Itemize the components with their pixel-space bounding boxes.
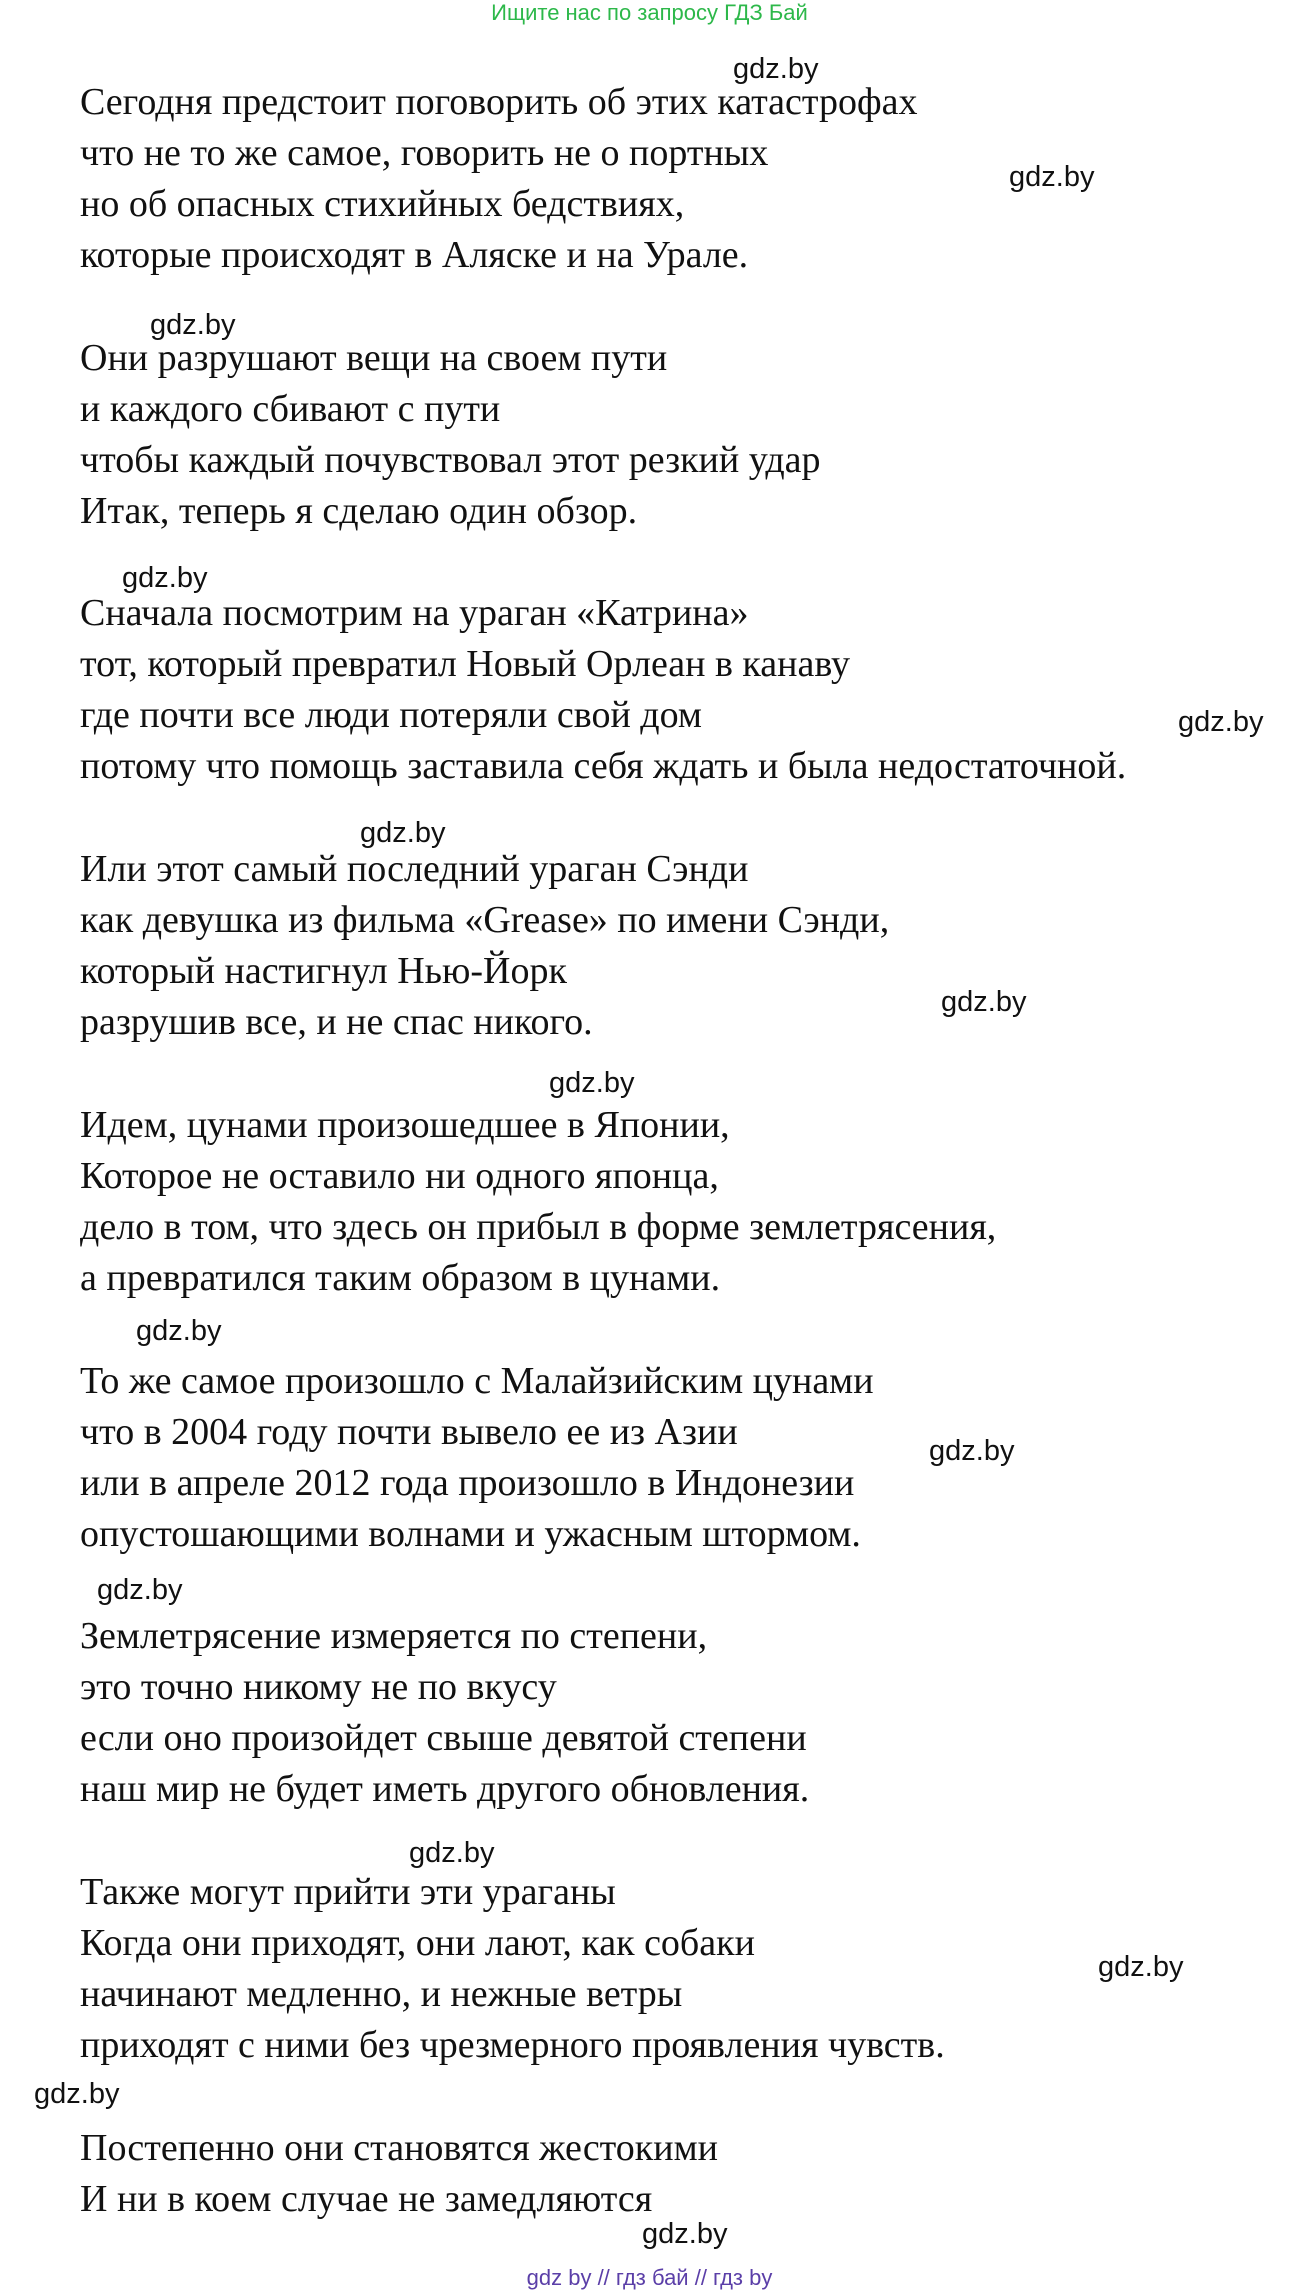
- poem-line: Которое не оставило ни одного японца,: [80, 1155, 719, 1197]
- poem-line: а превратился таким образом в цунами.: [80, 1257, 721, 1299]
- poem-line: начинают медленно, и нежные ветры: [80, 1973, 683, 2015]
- poem-line: То же самое произошло с Малайзийским цунами: [80, 1360, 874, 1402]
- poem-line: что в 2004 году почти вывело ее из Азии: [80, 1411, 738, 1453]
- watermark: gdz.by: [1009, 161, 1095, 193]
- poem-line: Землетрясение измеряется по степени,: [80, 1615, 708, 1657]
- poem-line: разрушив все, и не спас никого.: [80, 1001, 593, 1043]
- watermark: gdz.by: [122, 562, 208, 594]
- watermark: gdz.by: [136, 1315, 222, 1347]
- watermark: gdz.by: [549, 1067, 635, 1099]
- watermark: gdz.by: [409, 1837, 495, 1869]
- poem-line: где почти все люди потеряли свой дом: [80, 694, 702, 736]
- watermark: gdz.by: [929, 1435, 1015, 1467]
- poem-line: Итак, теперь я сделаю один обзор.: [80, 490, 638, 532]
- watermark: gdz.by: [941, 986, 1027, 1018]
- poem-line: Также могут прийти эти ураганы: [80, 1871, 616, 1913]
- poem-line: Постепенно они становятся жестокими: [80, 2127, 718, 2169]
- poem-line: Они разрушают вещи на своем пути: [80, 337, 668, 379]
- watermark: gdz.by: [360, 817, 446, 849]
- poem-line: чтобы каждый почувствовал этот резкий удар: [80, 439, 821, 481]
- poem-line: тот, который превратил Новый Орлеан в канаву: [80, 643, 851, 685]
- watermark: gdz.by: [1098, 1951, 1184, 1983]
- poem-line: что не то же самое, говорить не о портных: [80, 132, 769, 174]
- poem-line: но об опасных стихийных бедствиях,: [80, 183, 685, 225]
- poem-line: или в апреле 2012 года произошло в Индонезии: [80, 1462, 855, 1504]
- site-banner[interactable]: Ищите нас по запросу ГДЗ Бай: [491, 0, 808, 25]
- site-footer-links[interactable]: gdz by // гдз бай // гдз by: [526, 2265, 773, 2290]
- poem-line: Сначала посмотрим на ураган «Катрина»: [80, 592, 749, 634]
- watermark: gdz.by: [34, 2078, 120, 2110]
- poem-line: это точно никому не по вкусу: [80, 1666, 557, 1708]
- poem-line: потому что помощь заставила себя ждать и была недостаточной.: [80, 745, 1127, 787]
- poem-line: дело в том, что здесь он прибыл в форме землетрясения,: [80, 1206, 997, 1248]
- poem-line: которые происходят в Аляске и на Урале.: [80, 234, 749, 276]
- poem-line: наш мир не будет иметь другого обновления.: [80, 1768, 810, 1810]
- watermark: gdz.by: [642, 2218, 728, 2250]
- watermark: gdz.by: [97, 1574, 183, 1606]
- poem-line: Или этот самый последний ураган Сэнди: [80, 848, 749, 890]
- poem-line: опустошающими волнами и ужасным штормом.: [80, 1513, 861, 1555]
- poem-line: как девушка из фильма «Grease» по имени Сэнди,: [80, 899, 890, 941]
- poem-line: Сегодня предстоит поговорить об этих катастрофах: [80, 81, 918, 123]
- poem-line: если оно произойдет свыше девятой степени: [80, 1717, 807, 1759]
- poem-line: приходят с ними без чрезмерного проявления чувств.: [80, 2024, 945, 2066]
- poem-line: И ни в коем случае не замедляются: [80, 2178, 653, 2220]
- watermark: gdz.by: [1178, 706, 1264, 738]
- watermark: gdz.by: [733, 53, 819, 85]
- poem-line: и каждого сбивают с пути: [80, 388, 501, 430]
- watermark: gdz.by: [150, 309, 236, 341]
- poem-line: который настигнул Нью-Йорк: [80, 950, 567, 992]
- poem-line: Когда они приходят, они лают, как собаки: [80, 1922, 755, 1964]
- poem-line: Идем, цунами произошедшее в Японии,: [80, 1104, 730, 1146]
